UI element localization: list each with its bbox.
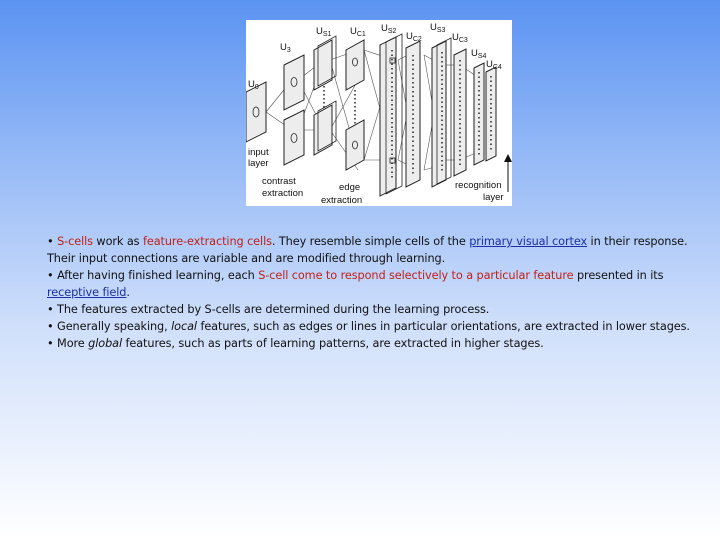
bullet-2 [47,267,707,301]
layer-uc1 [346,40,364,170]
text-run: presented in its [573,269,664,282]
annotation-input: input [248,147,269,158]
receptive-field-link[interactable]: receptive field [47,286,127,299]
label-uc3: $U_{C3}$ [452,32,468,44]
label-u0: $U_0$ [248,79,259,91]
label-u3: $U_3$ [280,42,291,54]
layer-u0 [246,82,266,142]
annotation-layer: layer [248,158,269,169]
label-uc2: $U_{C2}$ [406,31,422,43]
bullet-1 [47,233,707,267]
layer-u3 [284,55,304,165]
bullet-mark: • [47,235,58,248]
layer-us4-uc4 [474,63,512,192]
bullet-mark: • [47,269,58,282]
text-run: • More [47,337,89,350]
label-us2: $U_{S2}$ [381,23,397,35]
annotation-edge: edge [339,182,361,193]
text-run: work as [92,235,143,248]
text-run: • Generally speaking, [47,320,172,333]
bullet-3: • The features extracted by S-cells are determined during the learning process. [47,303,490,316]
annotation-contrast: contrast [262,176,296,187]
text-run: After having finished learning, each [57,269,259,282]
primary-visual-cortex-link[interactable]: primary visual cortex [469,235,588,248]
text-run: . They resemble simple cells of the [271,235,470,248]
text-run: in their response. Their input connections are variable and are modified through learning. [47,235,688,265]
layer-us2-uc2 [380,34,420,196]
network-svg [246,20,512,206]
annotation-recognition: recognition [455,180,502,191]
layer-us3-uc3 [432,38,466,187]
local-term: local [171,320,197,333]
label-us1: $U_{S1}$ [316,26,332,38]
text-run: . [126,286,130,299]
annotation-recognition-layer: layer [483,192,504,203]
global-term: global [88,337,123,350]
text-run: features, such as parts of learning patterns, are extracted in higher stages. [122,337,544,350]
annotation-edge-extraction: extraction [321,195,363,206]
s-cell-selective-term: S-cell come to respond selectively to a particular feature [258,269,574,282]
bullet-4 [47,318,707,335]
feature-extracting-term: feature-extracting cells [142,235,272,248]
text-run: features, such as edges or lines in particular orientations, are extracted in lower stages. [196,320,690,333]
label-us4: $U_{S4}$ [471,48,487,60]
bullet-5 [47,335,707,352]
neocognitron-diagram [246,20,512,206]
label-uc4: $U_{C4}$ [486,59,502,71]
annotation-contrast-extraction: extraction [262,188,304,199]
s-cells-term: S-cells [57,235,93,248]
description-text [47,233,707,352]
label-us3: $U_{S3}$ [430,22,446,34]
layer-us1 [314,36,336,155]
label-uc1: $U_{C1}$ [350,26,366,38]
